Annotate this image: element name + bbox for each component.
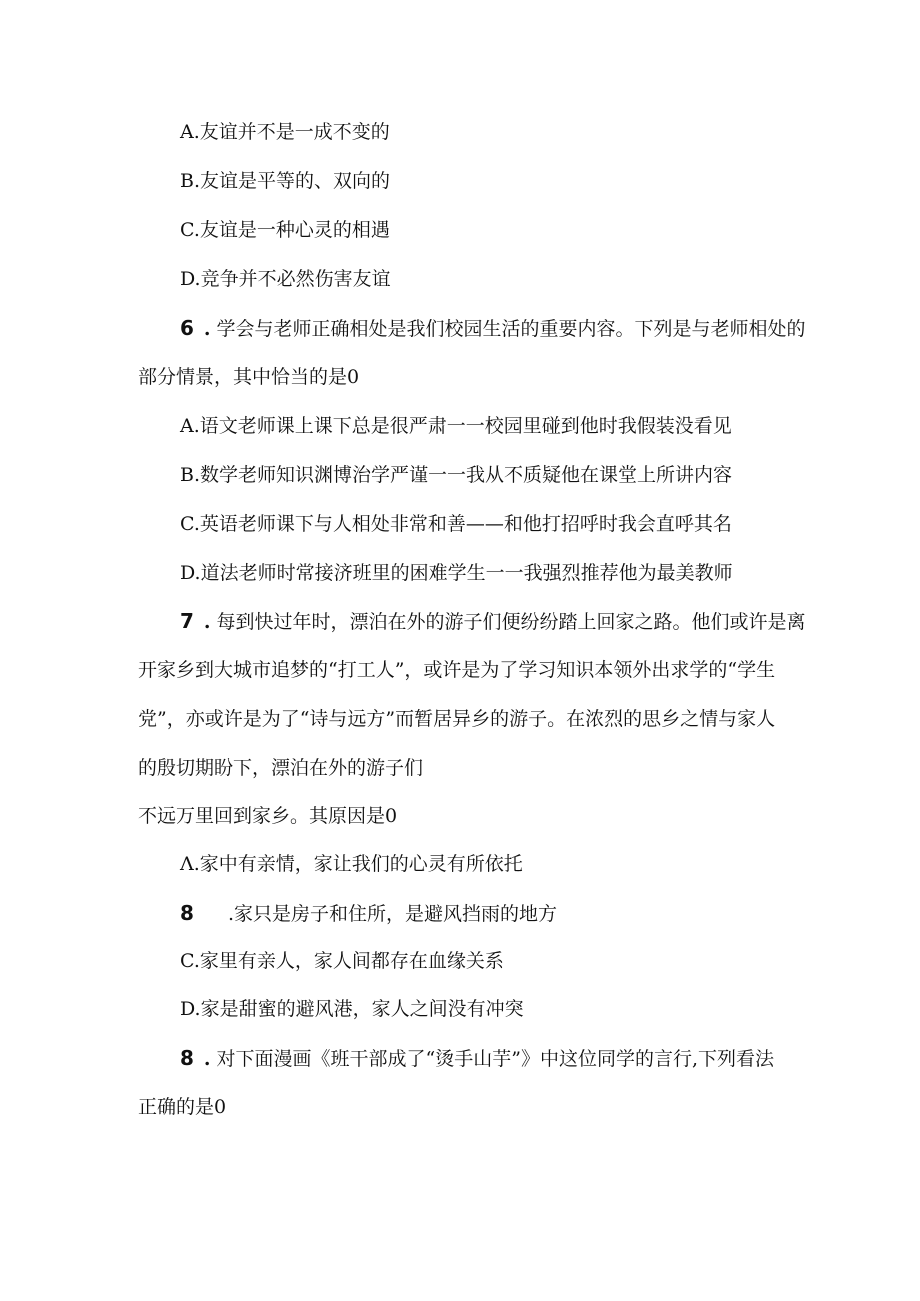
q6-number: 6 (180, 316, 194, 340)
q6-stem-line2: 部分情景，其中恰当的是0 (138, 366, 360, 388)
q7-stem-line1 (180, 609, 806, 634)
q7-option-d: D.家是甜蜜的避风港，家人之间没有冲突 (180, 998, 524, 1020)
q7-number-sep: . (203, 611, 211, 633)
q5-option-d: D.竞争并不必然伤害友谊 (180, 268, 391, 290)
q7-option-b-number: 8 (180, 901, 194, 925)
q6-number-sep: . (203, 318, 211, 340)
q6-stem-line1 (180, 316, 806, 341)
q6-stem-text: 学会与老师正确相处是我们校园生活的重要内容。下列是与老师相处的 (216, 318, 806, 340)
q8-stem-text: 对下面漫画《班干部成了“烫手山芋”》中这位同学的言行,下列看法 (216, 1048, 775, 1070)
q8-stem-line2: 正确的是0 (138, 1096, 227, 1118)
q6-option-c: C.英语老师课下与人相处非常和善——和他打招呼时我会直呼其名 (180, 513, 732, 535)
q7-stem-line5: 不远万里回到家乡。其原因是0 (138, 805, 398, 827)
q6-option-d: D.道法老师时常接济班里的困难学生一一我强烈推荐他为最美教师 (180, 562, 733, 584)
q5-option-a: A.友谊并不是一成不变的 (180, 121, 390, 143)
q7-option-c: C.家里有亲人，家人间都存在血缘关系 (180, 950, 504, 972)
q7-option-a: Λ.家中有亲情，家让我们的心灵有所依托 (180, 853, 523, 875)
q5-option-c: C.友谊是一种心灵的相遇 (180, 219, 390, 241)
q7-number: 7 (180, 609, 194, 633)
q8-stem-line1 (180, 1046, 774, 1071)
q8-number: 8 (180, 1046, 194, 1070)
q8-number-sep: . (203, 1048, 211, 1070)
q7-stem-line4: 的殷切期盼下，漂泊在外的游子们 (138, 757, 424, 779)
q7-stem-line3: 党”，亦或许是为了“诗与远方”而暂居异乡的游子。在浓烈的思乡之情与家人 (138, 708, 776, 730)
q7-option-b (180, 901, 557, 926)
q6-option-a: A.语文老师课上课下总是很严肃一一校园里碰到他时我假装没看见 (180, 415, 732, 437)
q7-option-b-text: .家只是房子和住所，是避风挡雨的地方 (228, 903, 558, 925)
q7-stem-line2: 开家乡到大城市追梦的“打工人”，或许是为了学习知识本领外出求学的“学生 (138, 659, 776, 681)
q5-option-b: B.友谊是平等的、双向的 (180, 170, 391, 192)
q6-option-b: B.数学老师知识渊博治学严谨一一我从不质疑他在课堂上所讲内容 (180, 464, 733, 486)
q7-stem-text: 每到快过年时，漂泊在外的游子们便纷纷踏上回家之路。他们或许是离 (216, 611, 806, 633)
